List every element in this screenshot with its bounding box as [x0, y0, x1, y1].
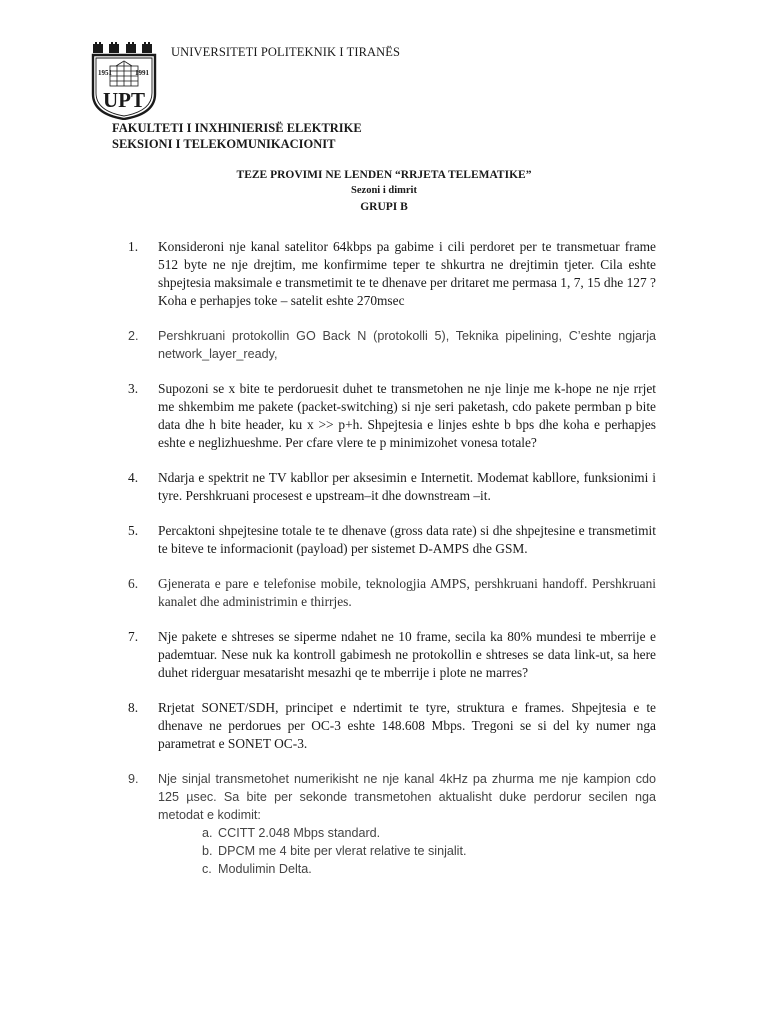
question-item	[128, 699, 656, 753]
sub-question-text: Modulimin Delta.	[218, 862, 312, 876]
sub-question-text: DPCM me 4 bite per vlerat relative te sinjalit.	[218, 844, 467, 858]
faculty-block	[112, 120, 362, 152]
exam-title-block	[0, 167, 768, 215]
question-number: 4.	[128, 470, 139, 485]
question-number: 8.	[128, 700, 139, 715]
question-text: Pershkruani protokollin GO Back N (protokolli 5), Teknika pipelining, C’eshte ngjarja network_layer_ready,	[158, 329, 656, 361]
section-name: SEKSIONI I TELEKOMUNIKACIONIT	[112, 137, 336, 151]
sub-question-label: b.	[202, 844, 213, 858]
question-text: Gjenerata e pare e telefonise mobile, teknologjia AMPS, pershkruani handoff. Pershkruani kanalet dhe administrimin e thirrjes.	[158, 576, 656, 609]
question-list	[128, 238, 656, 878]
question-text: Supozoni se x bite te perdoruesit duhet te transmetohen ne nje linje me k-hope ne nje rrjet me shkembim me pakete (packet-switching) si nje seri paketash, cdo pakete permban p bite data dhe h bite header, ku x >> p+h. Shpejtesia e linjes eshte b bps dhe koha e perhapjes eshte e neglizhueshme. Per cfare vlere te p minimizohet vonesa totale?	[158, 381, 656, 450]
sub-question-item	[158, 860, 656, 878]
question-body	[158, 770, 656, 878]
question-text: Ndarja e spektrit ne TV kabllor per aksesimin e Internetit. Modemat kabllore, funksionimi i tyre. Pershkruani procesest e upstream–it dhe downstream –it.	[158, 470, 656, 503]
logo-year-left: 1951	[98, 69, 112, 77]
exam-title: TEZE PROVIMI NE LENDEN “RRJETA TELEMATIKE”	[236, 169, 532, 181]
logo-acronym: UPT	[103, 88, 145, 112]
question-number: 2.	[128, 329, 139, 343]
question-number: 7.	[128, 629, 139, 644]
question-item	[128, 469, 656, 505]
question-text: Rrjetat SONET/SDH, principet e ndertimit te tyre, struktura e frames. Shpejtesia e te dhenave ne perdorues per OC-3 eshte 148.608 Mbps. Tregoni se si del ky numer nga parametrat e SONET OC-3.	[158, 700, 656, 751]
question-item	[128, 238, 656, 310]
sub-question-label: c.	[202, 862, 212, 876]
sub-question-item	[158, 824, 656, 842]
question-text: Konsideroni nje kanal satelitor 64kbps pa gabime i cili perdoret per te transmetuar frame 512 byte ne nje drejtim, me konfirmime teper te shkurtra ne drejtimin tjeter. Cila eshte shpejtesia maksimale e transmetimit te te dhenave per dritaret me permasa 1, 7, 15 dhe 127 ? Koha e perhapjes toke – satelit eshte 270msec	[158, 239, 656, 308]
university-name: UNIVERSITETI POLITEKNIK I TIRANËS	[171, 45, 401, 59]
question-text: Nje pakete e shtreses se siperme ndahet ne 10 frame, secila ka 80% mundesi te mberrije e pademtuar. Nese nuk ka kontroll gabimesh ne protokollin e shtreses se data link-ut, sa here duhet riderguar mesatarisht mesazhi qe te mberrije i plote ne marres?	[158, 629, 656, 680]
question-number: 1.	[128, 239, 139, 254]
question-item	[128, 575, 656, 611]
question-item	[128, 380, 656, 452]
sub-question-list	[158, 824, 656, 878]
question-number: 5.	[128, 523, 139, 538]
sub-question-item	[158, 842, 656, 860]
question-number: 6.	[128, 576, 139, 591]
exam-group: GRUPI B	[360, 201, 408, 213]
question-item	[128, 522, 656, 558]
faculty-name: FAKULTETI I INXHINIERISË ELEKTRIKE	[112, 121, 362, 135]
exam-season: Sezoni i dimrit	[351, 185, 417, 196]
question-text: Percaktoni shpejtesine totale te te dhenave (gross data rate) si dhe shpejtesine e transmetimit te biteve te informacionit (payload) per sistemet D-AMPS dhe GSM.	[158, 523, 656, 556]
sub-question-text: CCITT 2.048 Mbps standard.	[218, 826, 381, 840]
logo-year-right: 1991	[135, 69, 149, 77]
question-text: Nje sinjal transmetohet numerikisht ne nje kanal 4kHz pa zhurma me nje kampion cdo 125 µsec. Sa bite per sekonde transmetohen aktualisht duke perdorur secilen nga metodat e kodimit:	[158, 772, 656, 822]
question-number: 9.	[128, 772, 139, 786]
question-number: 3.	[128, 381, 139, 396]
question-item	[128, 770, 656, 878]
question-item	[128, 628, 656, 682]
university-logo	[90, 42, 158, 120]
question-item	[128, 327, 656, 363]
sub-question-label: a.	[202, 826, 213, 840]
